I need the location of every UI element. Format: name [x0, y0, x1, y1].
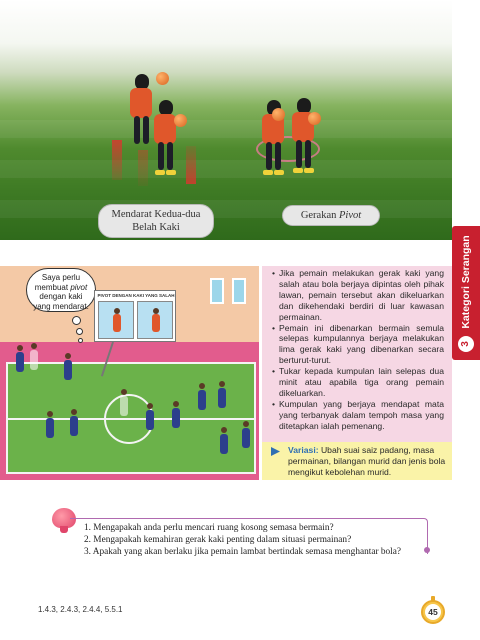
caption-landing-line2: Belah Kaki [132, 222, 180, 233]
variation-text: Ubah suai saiz padang, masa permainan, bilangan murid dan jenis bola mengikut kebolehan murid. [288, 445, 446, 477]
wrong-pivot-panel [98, 301, 134, 339]
student-figure [242, 428, 250, 448]
student-figure [172, 408, 180, 428]
window [232, 278, 246, 304]
motion-arrow-icon [138, 150, 148, 186]
student-figure [120, 396, 128, 416]
student-figure [218, 388, 226, 408]
wrong-pivot-inset [94, 290, 176, 342]
caption-landing-line1: Mendarat Kedua-dua [111, 209, 201, 220]
student-figure [30, 350, 38, 370]
student-figure [70, 416, 78, 436]
rule-item: • Pemain ini dibenarkan bermain semula selepas kumpulannya berjaya melakukan lima gerak kaki yang dibenarkan secara berturut-turut. [272, 323, 444, 367]
chapter-side-tab [452, 226, 480, 360]
wrong-pivot-title: PIVOT DENGAN KAKI YANG SALAH [97, 293, 175, 298]
page-number: 45 [425, 604, 441, 620]
variation-label: Variasi: [288, 445, 319, 455]
student-figure [16, 352, 24, 372]
stopwatch-knob [431, 596, 435, 601]
reflection-questions [84, 523, 430, 558]
game-rules-panel [262, 266, 452, 442]
rule-item: • Jika pemain melakukan gerak kaki yang salah atau bola berjaya dipintas oleh pihak lawan, pemain tersebut akan dikeluarkan dan dikehendaki berdiri di luar kawasan permainan. [272, 268, 444, 323]
netball [272, 108, 285, 121]
stopwatch-page-badge [421, 600, 445, 624]
speech-line3: dengan kaki [39, 292, 83, 301]
thought-dot [76, 328, 83, 335]
caption-pivot-italic: Pivot [339, 210, 362, 221]
window [210, 278, 224, 304]
grass-stripe [0, 200, 452, 218]
question-2: 2. Mengapakah kemahiran gerak kaki penting dalam situasi permainan? [84, 534, 352, 545]
down-arrow-icon [186, 146, 196, 184]
triangle-bullet-icon [271, 447, 280, 456]
netball [174, 114, 187, 127]
netball [308, 112, 321, 125]
grass-stripe [0, 120, 452, 138]
student-figure [198, 390, 206, 410]
question-1: 1. Mengapakah anda perlu mencari ruang kosong semasa bermain? [84, 523, 334, 533]
netball [156, 72, 169, 85]
speech-bubble [26, 268, 96, 312]
standard-codes: 1.4.3, 2.4.3, 2.4.4, 5.5.1 [38, 605, 123, 614]
speech-line1: Saya perlu [41, 273, 81, 282]
student-figure [146, 410, 154, 430]
caption-pivot-text: Gerakan [300, 210, 339, 221]
brain-stem [60, 526, 68, 533]
side-tab-label: Kategori Serangan [460, 235, 472, 329]
student-figure [64, 360, 72, 380]
variation-box [262, 442, 452, 480]
side-tab-number: 3 [458, 336, 474, 352]
speech-line4: yang mendarat. [33, 301, 89, 311]
grass-stripe [0, 160, 452, 178]
caption-landing [98, 204, 214, 238]
thought-dot [72, 316, 81, 325]
rule-item: • Tukar kepada kumpulan lain selepas dua minit atau apabila tiga orang pemain dikeluarkan. [272, 366, 444, 399]
netball-photo [0, 0, 452, 240]
wrong-pivot-panel [137, 301, 173, 339]
student-figure [220, 434, 228, 454]
up-arrow-icon [112, 140, 122, 180]
question-3: 3. Apakah yang akan berlaku jika pemain lambat bertindak semasa menghantar bola? [84, 546, 402, 557]
caption-pivot [282, 205, 380, 226]
speech-line2-italic: pivot [70, 282, 88, 292]
netball-court [6, 362, 256, 474]
thought-dot [78, 338, 83, 343]
speech-line2: membuat [34, 282, 71, 292]
rules-list [262, 266, 452, 432]
rule-item: • Kumpulan yang berjaya mendapat mata yang terbanyak dalam tempoh masa yang ditetapkan ialah pemenang. [272, 399, 444, 432]
student-figure [46, 418, 54, 438]
